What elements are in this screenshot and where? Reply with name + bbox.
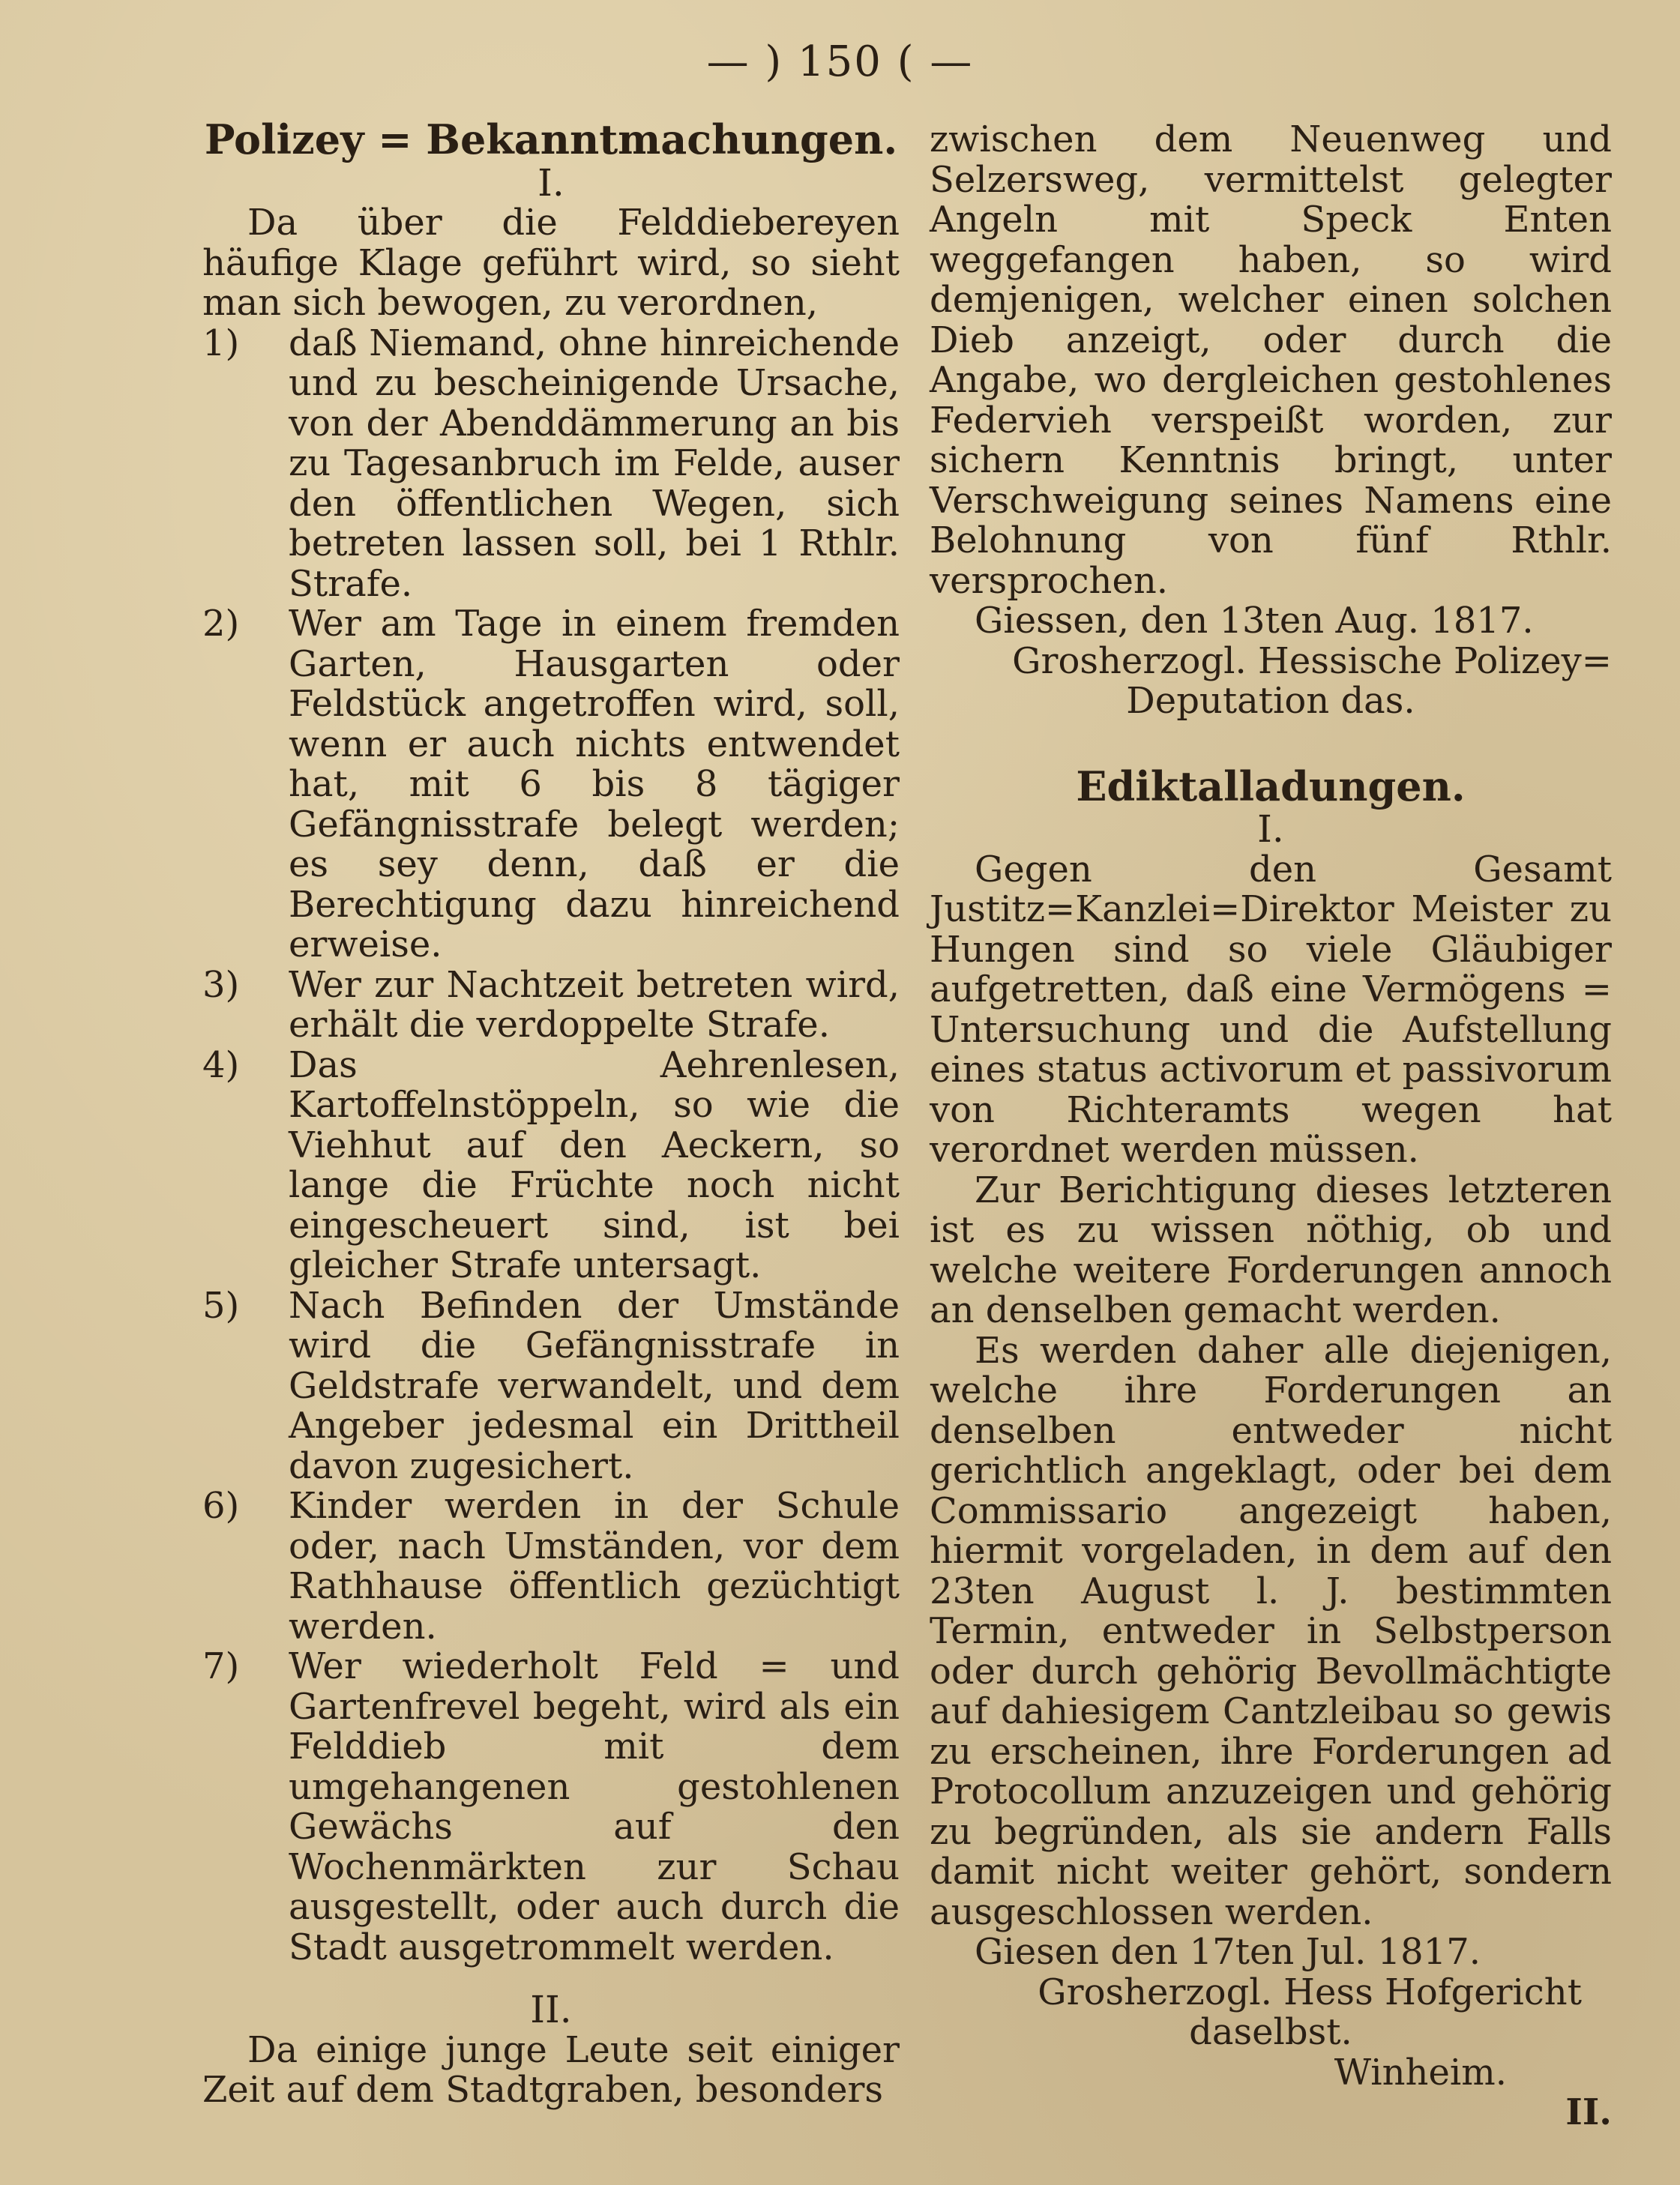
section-title-police-notices: Polizey = Bekanntmachungen.: [204, 115, 898, 163]
continued-paragraph: zwischen dem Neuenweg und Selzersweg, vermittelst gelegter Angeln mit Speck Enten weggefangen haben, so wird demjenigen, welcher einen solchen Dieb anzeigt, oder durch die Angabe, wo dergleichen gestohlenes Federvieh verspeißt worden, zur sichern Kenntnis bringt, unter Verschweigung seines Namens eine Belohnung von fünf Rthlr. versprochen.: [930, 118, 1612, 602]
paragraph: Es werden daher alle diejenigen, welche ihre Forderungen an denselben entweder nicht gerichtlich angeklagt, oder bei dem Commissario angezeigt haben, hiermit vorgeladen, in dem auf den 23ten August l. J. bestimmten Termin, entweder in Selbstperson oder durch gehörig Bevollmächtigte auf dahiesigem Cantzleibau so gewis zu erscheinen, ihre Forderungen ad Protocollum anzuzeigen und gehörig zu begründen, als sie andern Falls damit nicht weiter gehört, sondern ausgeschlossen werden.: [930, 1329, 1612, 1933]
item-number: 6): [202, 1485, 240, 1527]
signatory-name: Winheim.: [1334, 2051, 1507, 2094]
item-text: Wer wiederholt Feld = und Gartenfrevel begeht, wird als ein Felddieb mit dem umgehangenen gestohlenen Gewächs auf den Wochenmärkten zur Schau ausgestellt, oder auch durch die Stadt ausgetrommelt werden.: [289, 1645, 900, 1968]
list-item: [202, 1286, 900, 1487]
item-number: 4): [202, 1043, 240, 1086]
list-item: [202, 324, 900, 605]
item-text: Kinder werden in der Schule oder, nach Umständen, vor dem Rathhause öffentlich gezüchtigt werden.: [289, 1485, 900, 1648]
list-item: [202, 965, 900, 1046]
signature-line: Grosherzogl. Hess Hofgericht: [1038, 1971, 1582, 2013]
item-number: 3): [202, 963, 240, 1006]
date-line: Giesen den 17ten Jul. 1817.: [975, 1931, 1481, 1973]
item-text: Nach Befinden der Umstände wird die Gefängnisstrafe in Geldstrafe verwandelt, und dem Angeber jedesmal ein Drittheil davon zugesichert.: [289, 1284, 900, 1487]
item-text: Wer am Tage in einem fremden Garten, Hausgarten oder Feldstück angetroffen wird, soll, wenn er auch nichts entwendet hat, mit 6 bis 8 tägiger Gefängnisstrafe belegt werden; es sey denn, daß er die Berechtigung dazu hinreichend erweise.: [289, 603, 900, 965]
left-column: [202, 115, 900, 2111]
date-line: Giessen, den 13ten Aug. 1817.: [975, 600, 1534, 642]
item-number: 7): [202, 1645, 240, 1687]
list-item: [202, 1486, 900, 1647]
item-number: 5): [202, 1284, 240, 1327]
section2-paragraph: Da einige junge Leute seit einiger Zeit auf dem Stadtgraben, besonders: [202, 2028, 900, 2111]
section-title-edictal-summons: Ediktalladungen.: [1076, 762, 1466, 810]
intro-paragraph: Da über die Felddiebereyen häufige Klage geführt wird, so sieht man sich bewogen, zu verordnen,: [202, 202, 900, 324]
item-number: 2): [202, 603, 240, 645]
item-text: Das Aehrenlesen, Kartoffelnstöppeln, so wie die Viehhut auf den Aeckern, so lange die Früchte noch nicht eingescheuert sind, ist bei gleicher Strafe untersagt.: [289, 1043, 900, 1286]
paragraph: Zur Berichtigung dieses letzteren ist es zu wissen nöthig, ob und welche weitere Forderungen annoch an denselben gemacht werden.: [930, 1169, 1612, 1331]
list-item: [202, 1647, 900, 1968]
catchword: II.: [1565, 2091, 1612, 2133]
list-item: [202, 604, 900, 965]
item-text: daß Niemand, ohne hinreichende und zu bescheinigende Ursache, von der Abenddämmerung an bis zu Tagesanbruch im Felde, auser den öffentlichen Wegen, sich betreten lassen soll, bei 1 Rthlr. Strafe.: [289, 322, 900, 605]
section-number: I.: [538, 160, 564, 205]
paragraph: Gegen den Gesamt Justitz=Kanzlei=Direktor Meister zu Hungen sind so viele Gläubiger aufgetretten, daß eine Vermögens = Untersuchung und die Aufstellung eines status activorum et passivorum von Richteramts wegen hat verordnet werden müssen.: [930, 848, 1612, 1171]
signature-line: Grosherzogl. Hessische Polizey=: [1012, 639, 1612, 682]
page-number-header: — ) 150 ( —: [706, 37, 974, 86]
list-item: [202, 1043, 900, 1286]
right-column: [930, 120, 1612, 2133]
section-number: II.: [530, 1988, 572, 2031]
signature-line: Deputation das.: [1126, 680, 1415, 722]
signature-line: daselbst.: [1189, 2011, 1352, 2053]
item-number: 1): [202, 322, 240, 364]
section-number: I.: [1257, 807, 1284, 851]
item-text: Wer zur Nachtzeit betreten wird, erhält die verdoppelte Strafe.: [289, 963, 900, 1046]
